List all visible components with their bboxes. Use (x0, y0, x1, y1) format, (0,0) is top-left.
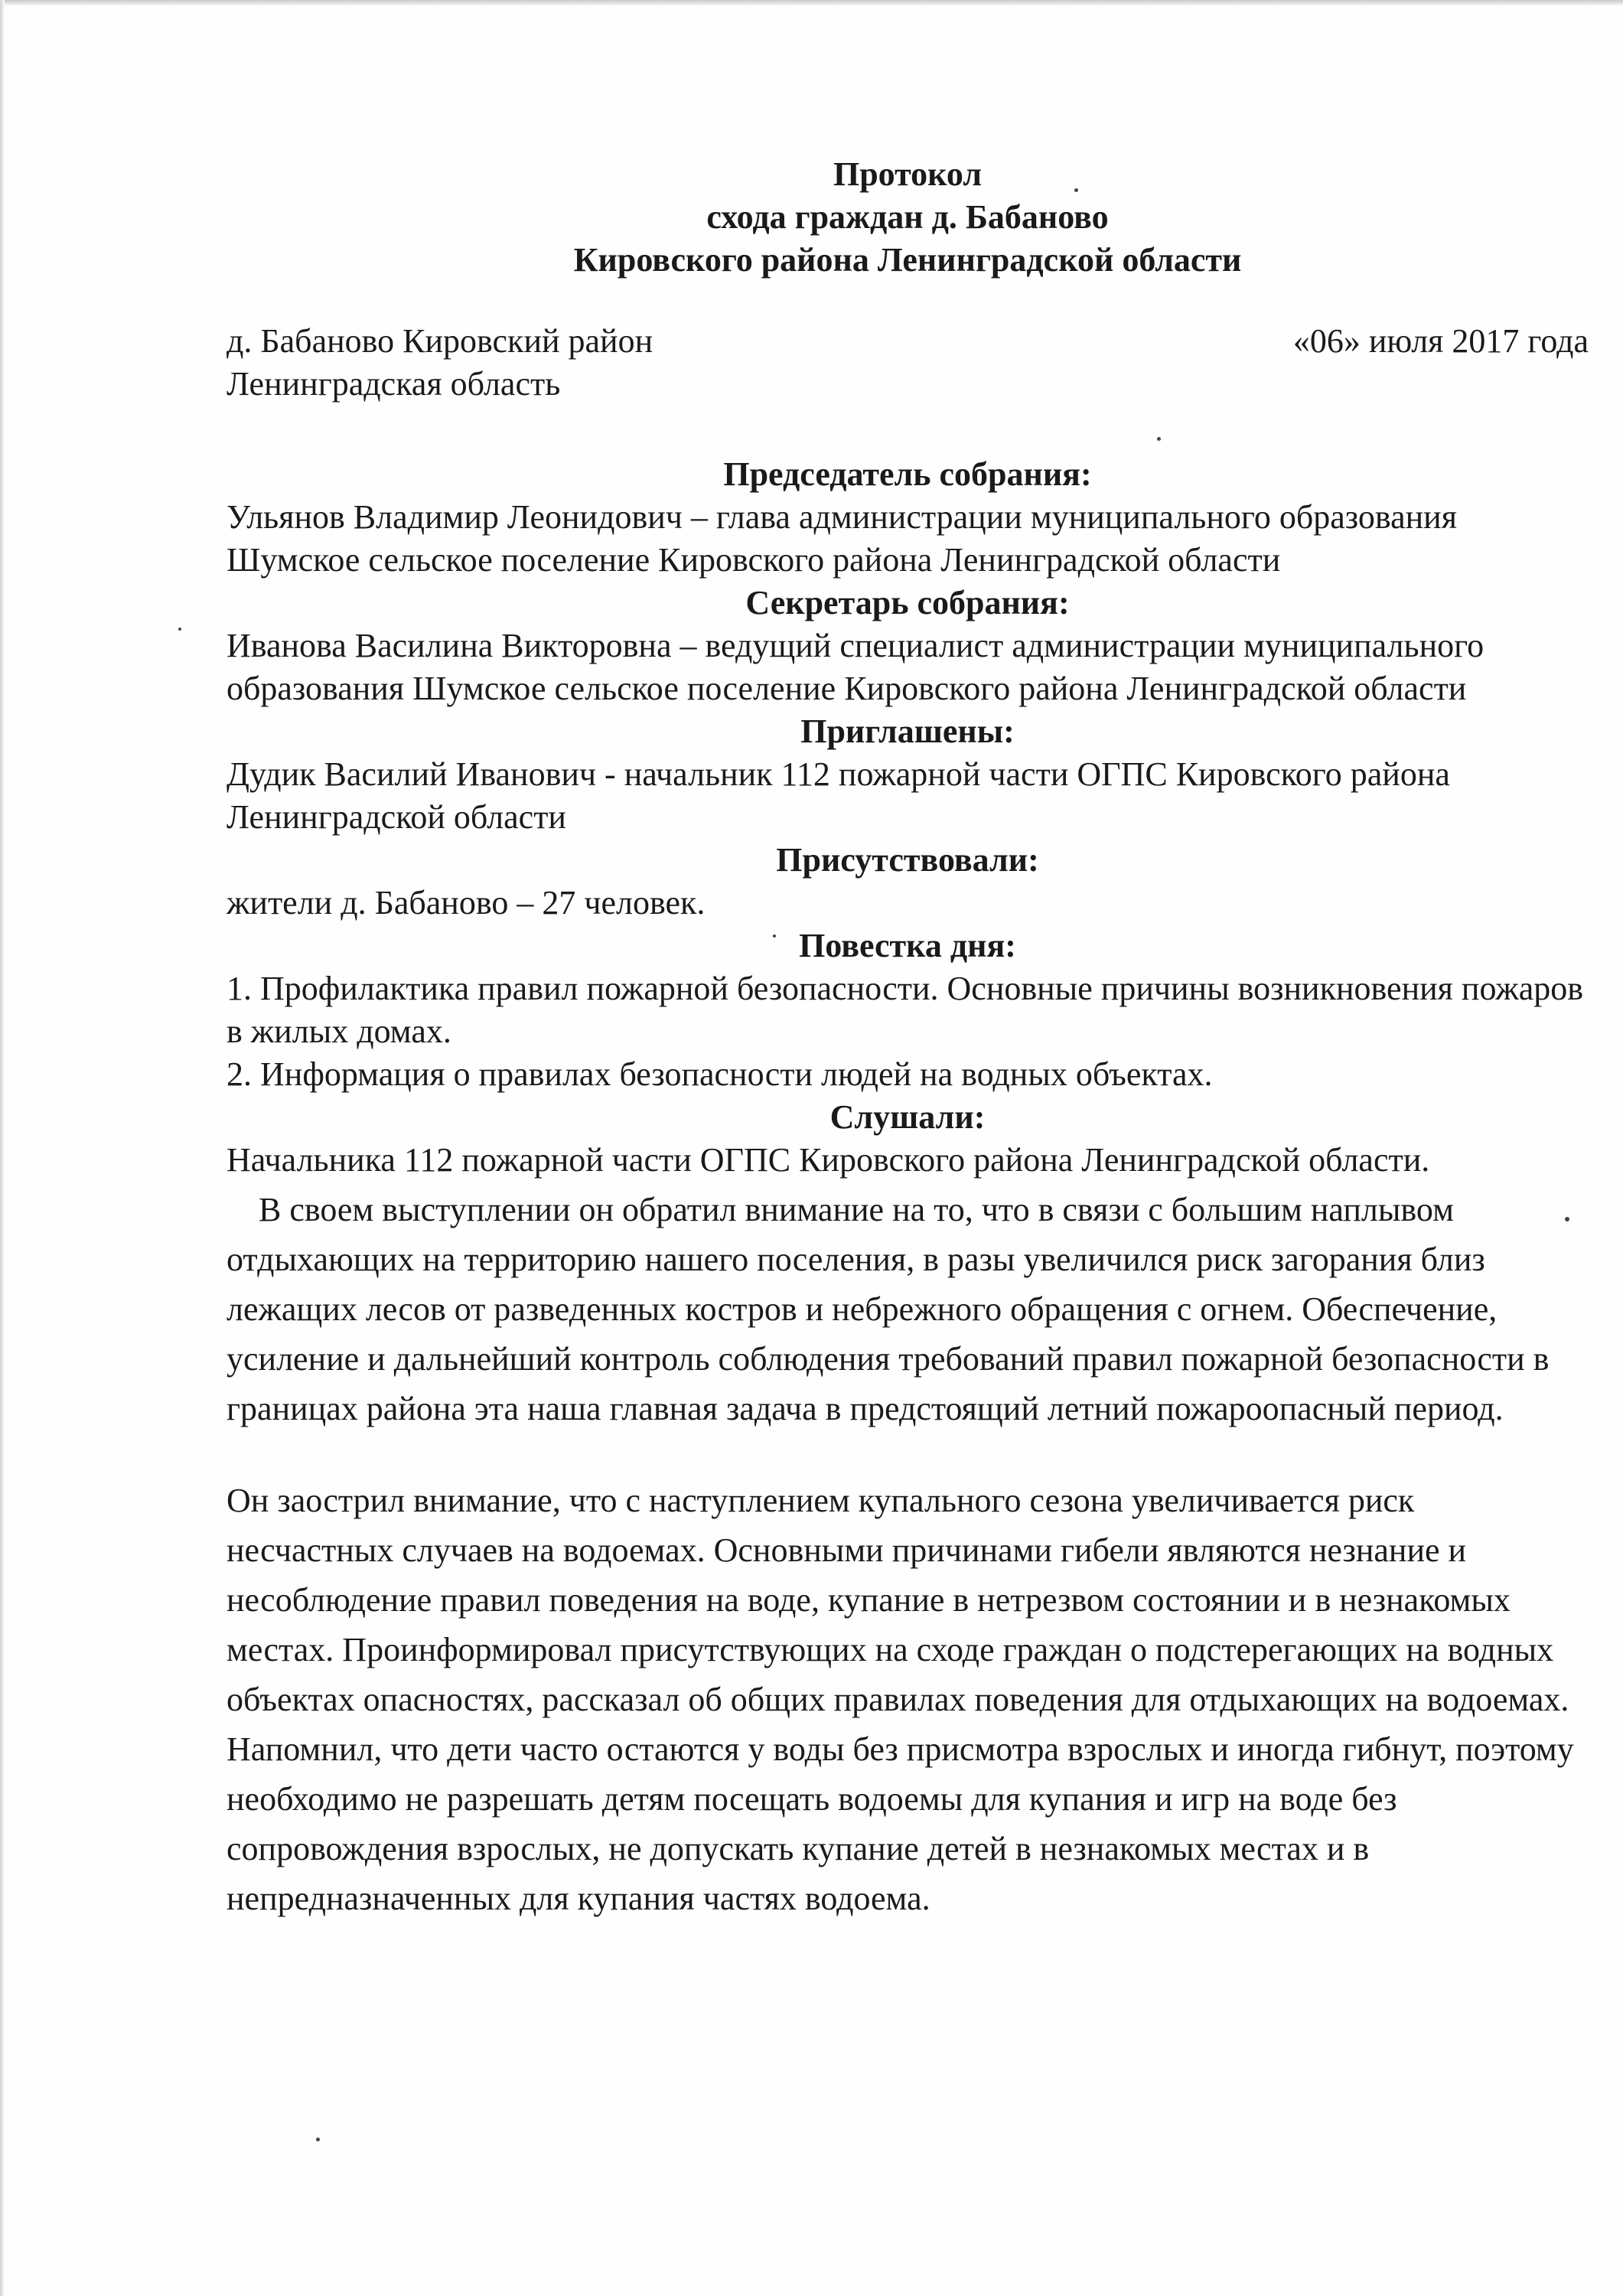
chairman-heading: Председатель собрания: (723, 455, 1092, 493)
heard-heading: Слушали: (829, 1098, 986, 1136)
document-title (227, 153, 1589, 282)
place-line-1: д. Бабаново Кировский район (227, 322, 653, 360)
invited-heading: Приглашены: (800, 713, 1015, 750)
agenda-item-1: 1. Профилактика правил пожарной безопасности. Основные причины возникновения пожаров в жилых домах. (227, 970, 1584, 1050)
secretary-heading: Секретарь собрания: (745, 584, 1070, 621)
scan-speck (178, 628, 181, 631)
heard-paragraph-1: В своем выступлении он обратил внимание на то, что в связи с большим наплывом отдыхающих на территорию нашего поселения, в разы увеличился риск загорания близ лежащих лесов от разведенных костров и небрежного обращения с огнем. Обеспечение, усиление и дальнейший контроль соблюдения требований правил пожарной безопасности в границах района эта наша главная задача в предстоящий летний пожароопасный период. (227, 1191, 1550, 1427)
chairman-text: Ульянов Владимир Леонидович – глава администрации муниципального образования Шумское сельское поселение Кировского района Ленинградской области (227, 498, 1457, 579)
meeting-place (227, 320, 915, 406)
agenda-item-2: 2. Информация о правилах безопасности людей на водных объектах. (227, 1055, 1213, 1093)
agenda-heading: Повестка дня: (799, 927, 1016, 964)
heard-speaker: Начальника 112 пожарной части ОГПС Кировского района Ленинградской области. (227, 1141, 1430, 1179)
invited-text: Дудик Василий Иванович - начальник 112 пожарной части ОГПС Кировского района Ленинградской области (227, 755, 1450, 836)
present-heading: Присутствовали: (776, 841, 1039, 879)
scan-edge (0, 0, 1623, 6)
meeting-date: «06» июля 2017 года (1292, 322, 1589, 360)
present-text: жители д. Бабаново – 27 человек. (227, 884, 706, 921)
place-date-row (227, 320, 1589, 406)
place-line-2: Ленинградская область (227, 365, 561, 403)
title-line-1: Протокол (833, 155, 983, 193)
title-line-2: схода граждан д. Бабаново (706, 198, 1109, 236)
scan-edge (0, 0, 5, 2296)
secretary-text: Иванова Василина Викторовна – ведущий специалист администрации муниципального образования Шумское сельское поселение Кировского района Ленинградской области (227, 627, 1484, 707)
heard-paragraph-2: Он заострил внимание, что с наступлением купального сезона увеличивается риск несчастных случаев на водоемах. Основными причинами гибели являются незнание и несоблюдение правил поведения на воде, купание в нетрезвом состоянии и в незнакомых местах. Проинформировал присутствующих на сходе граждан о подстерегающих на водных объектах опасностях, рассказал об общих правилах поведения для отдыхающих на водоемах. Напомнил, что дети часто остаются у воды без присмотра взрослых и иногда гибнут, поэтому необходимо не разрешать детям посещать водоемы для купания и игр на воде без сопровождения взрослых, не допускать купание детей в незнакомых местах и в непредназначенных для купания частях водоема. (227, 1482, 1574, 1917)
scan-speck (316, 2138, 320, 2141)
title-line-3: Кировского района Ленинградской области (573, 241, 1242, 279)
document-body (227, 153, 1589, 1923)
